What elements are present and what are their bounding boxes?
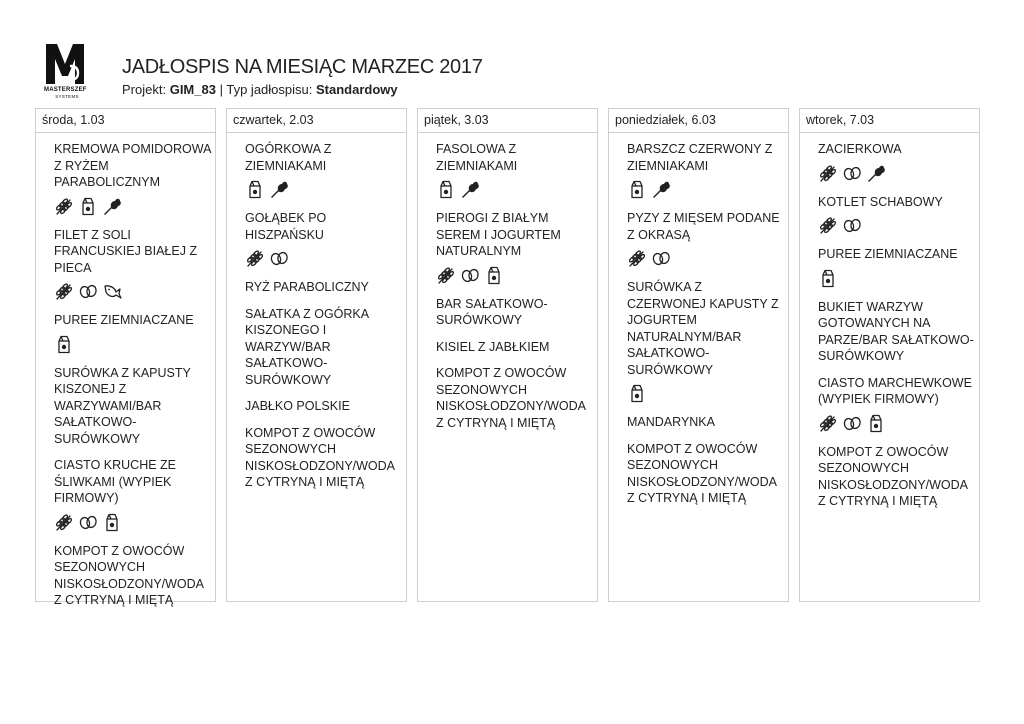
allergen-icons bbox=[54, 333, 211, 355]
menu-item-name: CIASTO KRUCHE ZE ŚLIWKAMI (WYPIEK FIRMOWY) bbox=[54, 458, 177, 505]
menu-type-value: Standardowy bbox=[315, 82, 398, 97]
milk-carton-icon bbox=[627, 179, 647, 199]
celery-icon bbox=[102, 196, 122, 216]
milk-carton-icon bbox=[54, 334, 74, 354]
egg-icon bbox=[269, 248, 289, 268]
day-header: piątek, 3.03 bbox=[418, 109, 597, 133]
celery-icon bbox=[651, 179, 671, 199]
menu-items bbox=[418, 133, 597, 431]
egg-icon bbox=[842, 163, 862, 183]
allergen-icons bbox=[436, 264, 593, 286]
days-grid bbox=[35, 108, 1009, 607]
egg-icon bbox=[78, 281, 98, 301]
day-header: środa, 1.03 bbox=[36, 109, 215, 133]
celery-icon bbox=[460, 179, 480, 199]
day-column bbox=[417, 108, 598, 602]
menu-item bbox=[245, 279, 402, 296]
masterszef-logo bbox=[44, 42, 90, 102]
menu-item-name: BUKIET WARZYW GOTOWANYCH NA PARZE/BAR SAŁATKOWO-SURÓWKOWY bbox=[818, 299, 974, 363]
allergen-icons bbox=[54, 511, 211, 533]
menu-items bbox=[227, 133, 406, 491]
menu-item bbox=[818, 141, 975, 184]
menu-item-name: PIEROGI Z BIAŁYM SEREM I JOGURTEM NATURALNYM bbox=[436, 211, 561, 258]
menu-item-name: SAŁATKA Z OGÓRKA KISZONEGO I WARZYW/BAR SAŁATKOWO-SURÓWKOWY bbox=[245, 306, 369, 387]
menu-items bbox=[609, 133, 788, 507]
menu-item-name: PYZY Z MIĘSEM PODANE Z OKRASĄ bbox=[627, 211, 780, 242]
day-column bbox=[608, 108, 789, 602]
logo-brand-text: MASTERSZEF bbox=[44, 87, 87, 93]
menu-item bbox=[627, 441, 784, 507]
menu-item bbox=[245, 141, 402, 200]
celery-icon bbox=[269, 179, 289, 199]
menu-item-name: RYŻ PARABOLICZNY bbox=[245, 280, 369, 294]
menu-item bbox=[245, 306, 402, 389]
menu-item-name: FILET Z SOLI FRANCUSKIEJ BIAŁEJ Z PIECA bbox=[54, 227, 198, 275]
menu-item bbox=[436, 339, 593, 356]
menu-item bbox=[54, 227, 211, 303]
wheat-icon bbox=[818, 215, 838, 235]
milk-carton-icon bbox=[436, 179, 456, 199]
allergen-icons bbox=[245, 178, 402, 200]
day-header: poniedziałek, 6.03 bbox=[609, 109, 788, 133]
egg-icon bbox=[78, 512, 98, 532]
menu-item-name: KOMPOT Z OWOCÓW SEZONOWYCH NISKOSŁODZONY/WODA Z CYTRYNĄ I MIĘTĄ bbox=[54, 543, 204, 607]
menu-item-name: ZACIERKOWA bbox=[818, 142, 902, 156]
menu-item bbox=[54, 312, 211, 355]
wheat-icon bbox=[54, 196, 74, 216]
menu-item-name: FASOLOWA Z ZIEMNIAKAMI bbox=[436, 142, 518, 173]
allergen-icons bbox=[818, 214, 975, 236]
allergen-icons bbox=[436, 178, 593, 200]
wheat-icon bbox=[436, 265, 456, 285]
menu-item-name: KOMPOT Z OWOCÓW SEZONOWYCH NISKOSŁODZONY/WODA Z CYTRYNĄ I MIĘTĄ bbox=[627, 441, 777, 505]
menu-item-name: PUREE ZIEMNIACZANE bbox=[54, 313, 194, 327]
menu-item-name: KOTLET SCHABOWY bbox=[818, 194, 943, 209]
day-header: czwartek, 2.03 bbox=[227, 109, 406, 133]
egg-icon bbox=[842, 215, 862, 235]
menu-item-name: PUREE ZIEMNIACZANE bbox=[818, 247, 958, 261]
wheat-icon bbox=[54, 281, 74, 301]
milk-carton-icon bbox=[627, 383, 647, 403]
menu-item bbox=[818, 299, 975, 365]
celery-icon bbox=[866, 163, 886, 183]
menu-item-name: KOMPOT Z OWOCÓW SEZONOWYCH NISKOSŁODZONY/WODA Z CYTRYNĄ I MIĘTĄ bbox=[245, 425, 395, 489]
page-subtitle bbox=[122, 82, 398, 97]
allergen-icons bbox=[818, 162, 975, 184]
egg-icon bbox=[460, 265, 480, 285]
menu-item-name: KISIEL Z JABŁKIEM bbox=[436, 339, 550, 354]
logo-m-mark bbox=[44, 42, 86, 86]
menu-item-name: KREMOWA POMIDOROWA Z RYŻEM PARABOLICZNYM bbox=[54, 142, 211, 189]
menu-item bbox=[436, 296, 593, 329]
fish-icon bbox=[102, 281, 122, 301]
allergen-icons bbox=[818, 412, 975, 434]
page-title: JADŁOSPIS NA MIESIĄC MARZEC 2017 bbox=[122, 56, 483, 78]
menu-items bbox=[36, 133, 215, 609]
menu-item-name: BARSZCZ CZERWONY Z ZIEMNIAKAMI bbox=[627, 142, 773, 173]
day-column bbox=[35, 108, 216, 607]
menu-item bbox=[245, 398, 402, 415]
menu-item bbox=[54, 365, 211, 448]
menu-item-name: JABŁKO POLSKIE bbox=[245, 399, 350, 413]
menu-item bbox=[818, 246, 975, 289]
menu-item bbox=[818, 375, 975, 434]
menu-item bbox=[818, 194, 975, 237]
wheat-icon bbox=[245, 248, 265, 268]
menu-type-label: Typ jadłospisu: bbox=[226, 82, 313, 97]
logo-sub-text: SYSTEMS bbox=[55, 94, 79, 99]
menu-item bbox=[627, 414, 784, 431]
menu-item bbox=[245, 210, 402, 269]
menu-item-name: MANDARYNKA bbox=[627, 415, 715, 429]
allergen-icons bbox=[627, 178, 784, 200]
egg-icon bbox=[842, 413, 862, 433]
menu-item bbox=[627, 141, 784, 200]
allergen-icons bbox=[54, 280, 211, 302]
menu-item bbox=[245, 425, 402, 491]
allergen-icons bbox=[54, 195, 211, 217]
menu-item bbox=[54, 543, 211, 609]
day-column bbox=[226, 108, 407, 602]
day-header: wtorek, 7.03 bbox=[800, 109, 979, 133]
milk-carton-icon bbox=[78, 196, 98, 216]
menu-item bbox=[818, 444, 975, 510]
wheat-icon bbox=[818, 163, 838, 183]
project-value: GIM_83 bbox=[169, 82, 216, 97]
menu-item-name: OGÓRKOWA Z ZIEMNIAKAMI bbox=[245, 142, 332, 173]
milk-carton-icon bbox=[245, 179, 265, 199]
menu-item-name: GOŁĄBEK PO HISZPAŃSKU bbox=[245, 211, 327, 242]
allergen-icons bbox=[245, 247, 402, 269]
allergen-icons bbox=[818, 267, 975, 289]
menu-item bbox=[54, 457, 211, 533]
project-label: Projekt: bbox=[122, 82, 167, 97]
milk-carton-icon bbox=[818, 268, 838, 288]
menu-item bbox=[627, 279, 784, 404]
wheat-icon bbox=[818, 413, 838, 433]
menu-item bbox=[436, 141, 593, 200]
menu-item-name: KOMPOT Z OWOCÓW SEZONOWYCH NISKOSŁODZONY/WODA Z CYTRYNĄ I MIĘTĄ bbox=[436, 366, 586, 430]
menu-item-name: SURÓWKA Z CZERWONEJ KAPUSTY Z JOGURTEM NATURALNYM/BAR SAŁATKOWO-SURÓWKOWY bbox=[627, 280, 779, 377]
menu-item-name: CIASTO MARCHEWKOWE (WYPIEK FIRMOWY) bbox=[818, 375, 972, 406]
day-column bbox=[799, 108, 980, 602]
milk-carton-icon bbox=[484, 265, 504, 285]
menu-item bbox=[436, 365, 593, 431]
menu-item bbox=[54, 141, 211, 217]
milk-carton-icon bbox=[866, 413, 886, 433]
allergen-icons bbox=[627, 247, 784, 269]
subtitle-separator: | bbox=[219, 82, 223, 97]
wheat-icon bbox=[627, 248, 647, 268]
menu-item bbox=[436, 210, 593, 286]
milk-carton-icon bbox=[102, 512, 122, 532]
allergen-icons bbox=[627, 382, 784, 404]
menu-item-name: KOMPOT Z OWOCÓW SEZONOWYCH NISKOSŁODZONY/WODA Z CYTRYNĄ I MIĘTĄ bbox=[818, 444, 968, 508]
menu-items bbox=[800, 133, 979, 510]
egg-icon bbox=[651, 248, 671, 268]
menu-item-name: BAR SAŁATKOWO-SURÓWKOWY bbox=[436, 296, 548, 327]
menu-item bbox=[627, 210, 784, 269]
wheat-icon bbox=[54, 512, 74, 532]
menu-item-name: SURÓWKA Z KAPUSTY KISZONEJ Z WARZYWAMI/BAR SAŁATKOWO-SURÓWKOWY bbox=[54, 365, 191, 446]
